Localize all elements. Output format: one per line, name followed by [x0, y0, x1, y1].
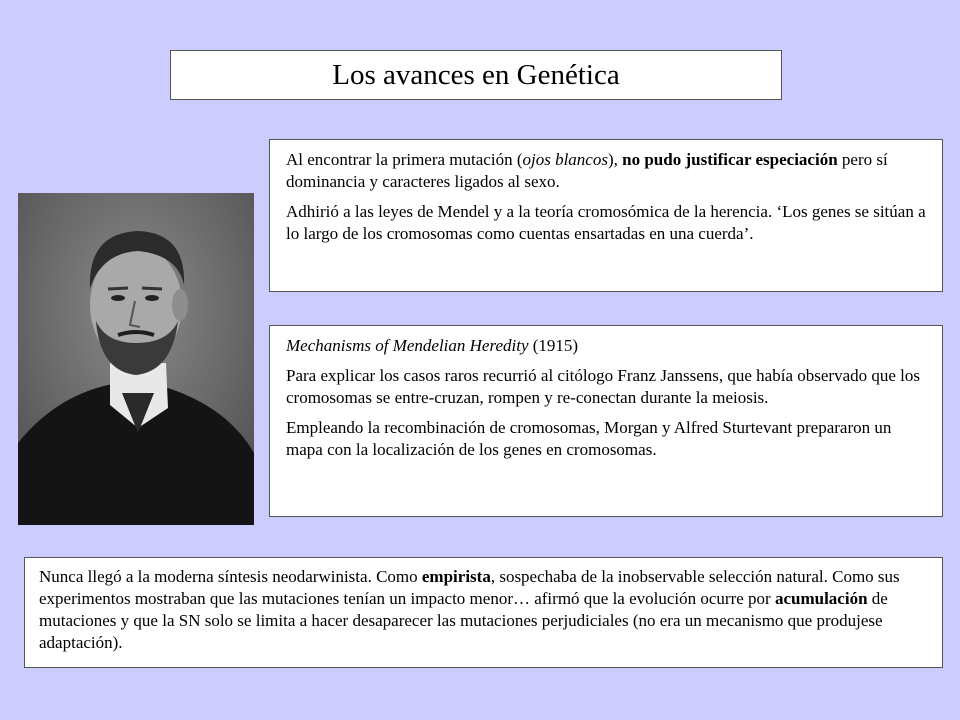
book-title: Mechanisms of Mendelian Heredity	[286, 336, 529, 355]
synthesis-paragraph	[39, 566, 928, 654]
mendel-paragraph: Adhirió a las leyes de Mendel y a la teoría cromosómica de la herencia. ‘Los genes se sitúan a lo largo de los cromosomas como cuentas ensartadas en una cuerda’.	[286, 202, 926, 243]
portrait-photo	[18, 193, 254, 525]
bold-term: no pudo justificar especiación	[622, 150, 838, 169]
text-run: ),	[607, 150, 623, 169]
bold-term: empirista	[421, 567, 491, 586]
recombination-paragraph: Empleando la recombinación de cromosomas, Morgan y Alfred Sturtevant prepararon un mapa con la localización de los genes en cromosomas.	[286, 418, 892, 459]
mutation-text-box	[269, 139, 943, 292]
text-run: Nunca llegó a la moderna síntesis neodarwinista. Como	[39, 567, 422, 586]
bold-term: acumulación	[774, 589, 868, 608]
text-run: , sospechaba de la inobservable selección natural. Como sus experimentos mostraban que las mutaciones tenían un impacto menor… afirmó que la evolución ocurre por	[39, 567, 900, 608]
janssens-paragraph: Para explicar los casos raros recurrió al citólogo Franz Janssens, que había observado que los cromosomas se entre-cruzan, rompen y re-conectan durante la meiosis.	[286, 366, 920, 407]
book-citation	[286, 335, 926, 357]
book-year: (1915)	[528, 336, 579, 355]
heredity-text-box	[269, 325, 943, 517]
mutation-paragraph	[286, 149, 926, 193]
portrait-illustration	[18, 193, 254, 525]
italic-term: ojos blancos	[522, 150, 608, 169]
slide-title: Los avances en Genética	[332, 58, 620, 91]
text-run: de mutaciones y que la SN solo se limita a hacer desaparecer las mutaciones perjudiciales (no era un mecanismo que produjese adaptación).	[39, 589, 888, 652]
text-run: pero sí dominancia y caracteres ligados al sexo.	[286, 150, 888, 191]
synthesis-text-box	[24, 557, 943, 668]
slide-title-box	[170, 50, 782, 100]
text-run: Al encontrar la primera mutación (	[286, 150, 523, 169]
